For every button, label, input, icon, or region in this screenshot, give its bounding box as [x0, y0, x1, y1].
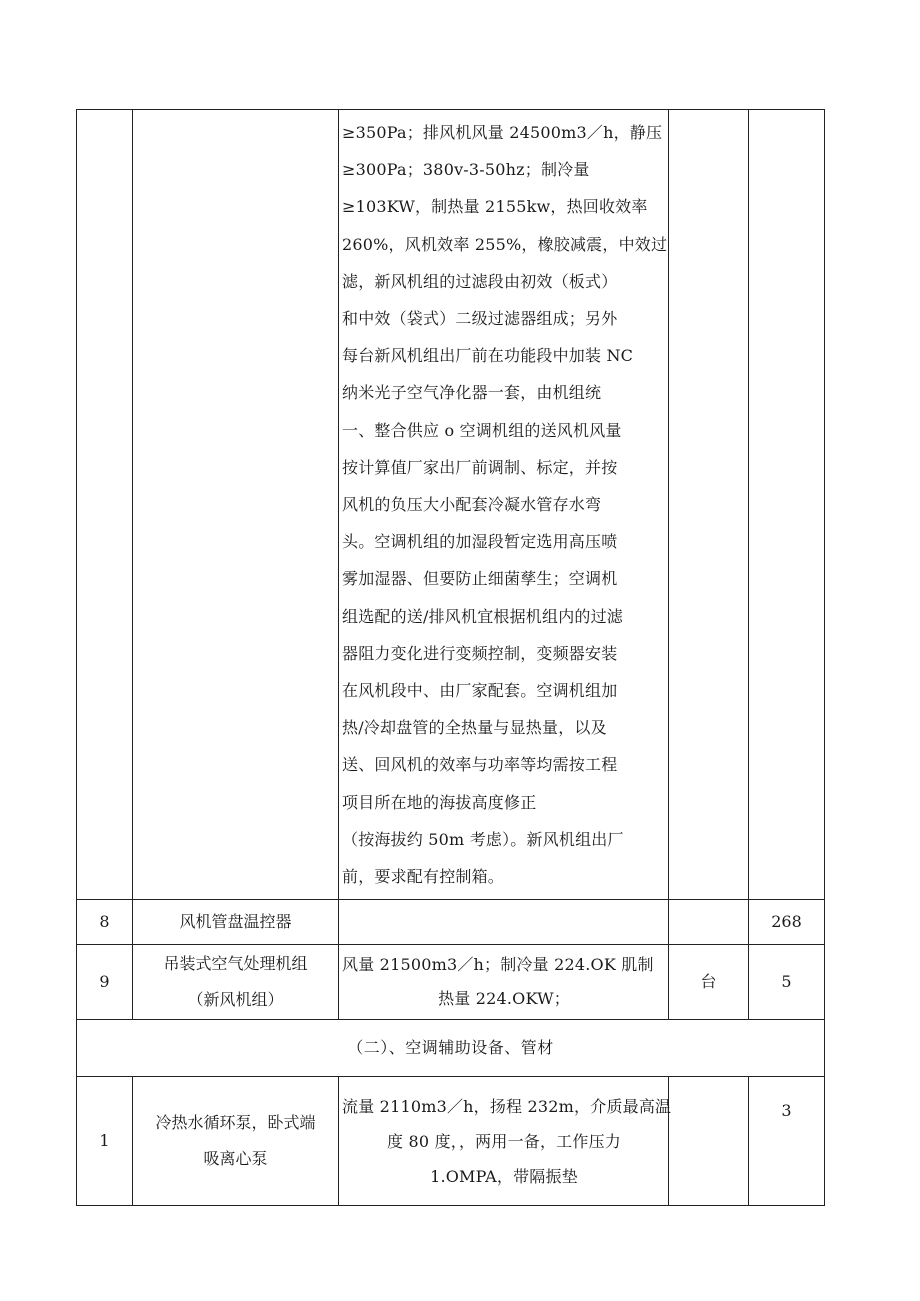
cell-name	[133, 945, 339, 1020]
cell-no	[77, 110, 133, 900]
table-row-continuation	[77, 110, 825, 900]
spec-line: 组选配的送/排风机宜根据机组内的过滤	[342, 606, 623, 626]
cell-unit: 台	[669, 945, 749, 1020]
cell-no: 9	[77, 945, 133, 1020]
cell-spec	[339, 110, 669, 900]
cell-name	[133, 110, 339, 900]
spec-line: ≥103KW，制热量 2155kw，热回收效率	[342, 197, 648, 217]
spec-line: 流量 2110m3／h，扬程 232m，介质最高温	[342, 1096, 672, 1116]
cell-name: 风机管盘温控器	[133, 900, 339, 945]
spec-line: 在风机段中、由厂家配套。空调机组加	[342, 681, 618, 701]
cell-spec	[339, 1077, 672, 1206]
cell-unit	[669, 900, 749, 945]
name-line: 冷热水循环泵，卧式端	[155, 1113, 316, 1133]
spec-line: 260%，风机效率 255%，橡胶减震，中效过	[342, 234, 668, 254]
spec-line: 热/冷却盘管的全热量与显热量，以及	[342, 718, 607, 738]
spec-line: 一、整合供应 o 空调机组的送风机风量	[342, 420, 622, 440]
spec-line: 每台新风机组出厂前在功能段中加装 NC	[342, 346, 634, 366]
cell-unit	[669, 110, 749, 900]
spec-line: ≥300Pa；380v-3-50hz；制冷量	[342, 160, 590, 180]
cell-spec	[339, 945, 669, 1020]
equipment-spec-table	[76, 109, 825, 1206]
spec-line: 器阻力变化进行变频控制，变频器安装	[342, 643, 618, 663]
cell-qty: 3	[749, 1077, 825, 1206]
table-row	[77, 900, 825, 945]
spec-line: ≥350Pa；排风机风量 24500m3／h，静压	[342, 123, 663, 142]
spec-line: 头。空调机组的加湿段暂定选用高压喷	[342, 532, 618, 552]
spec-line: 雾加湿器、但要防止细菌孳生；空调机	[342, 569, 618, 589]
name-line: （新风机组）	[187, 990, 284, 1010]
spec-line: 送、回风机的效率与功率等均需按工程	[342, 755, 618, 775]
spec-line: 项目所在地的海拔高度修正	[342, 792, 537, 812]
spec-line: 按计算值厂家出厂前调制、标定，并按	[342, 457, 618, 477]
table-row	[77, 945, 825, 1020]
spec-line: 前，要求配有控制箱。	[342, 867, 505, 887]
cell-qty	[749, 110, 825, 900]
spec-line: 滤，新风机组的过滤段由初效（板式）	[342, 271, 618, 291]
name-line: 吊装式空气处理机组	[163, 954, 308, 974]
spec-line: 风量 21500m3／h；制冷量 224.OK 肌制	[342, 955, 654, 975]
section-header-row	[77, 1020, 825, 1077]
spec-line: 1.OMPA，带隔振垫	[430, 1166, 578, 1186]
spec-line: 和中效（袋式）二级过滤器组成；另外	[342, 309, 618, 329]
cell-qty: 5	[749, 945, 825, 1020]
spec-line: （按海拔约 50m 考虑）。新风机组出厂	[342, 829, 624, 849]
cell-name	[133, 1077, 339, 1206]
cell-unit	[669, 1077, 749, 1206]
name-line: 吸离心泵	[203, 1149, 268, 1169]
spec-line: 纳米光子空气净化器一套，由机组统	[342, 383, 602, 403]
cell-qty: 268	[749, 900, 825, 945]
cell-no: 8	[77, 900, 133, 945]
table-row	[77, 1077, 825, 1206]
spec-line: 度 80 度，，两用一备，工作压力	[387, 1131, 621, 1151]
section-title: （二）、空调辅助设备、管材	[77, 1020, 825, 1077]
spec-line: 风机的负压大小配套冷凝水管存水弯	[342, 495, 602, 515]
spec-line: 热量 224.OKW；	[438, 989, 570, 1009]
cell-spec	[339, 900, 669, 945]
cell-no: 1	[77, 1077, 133, 1206]
